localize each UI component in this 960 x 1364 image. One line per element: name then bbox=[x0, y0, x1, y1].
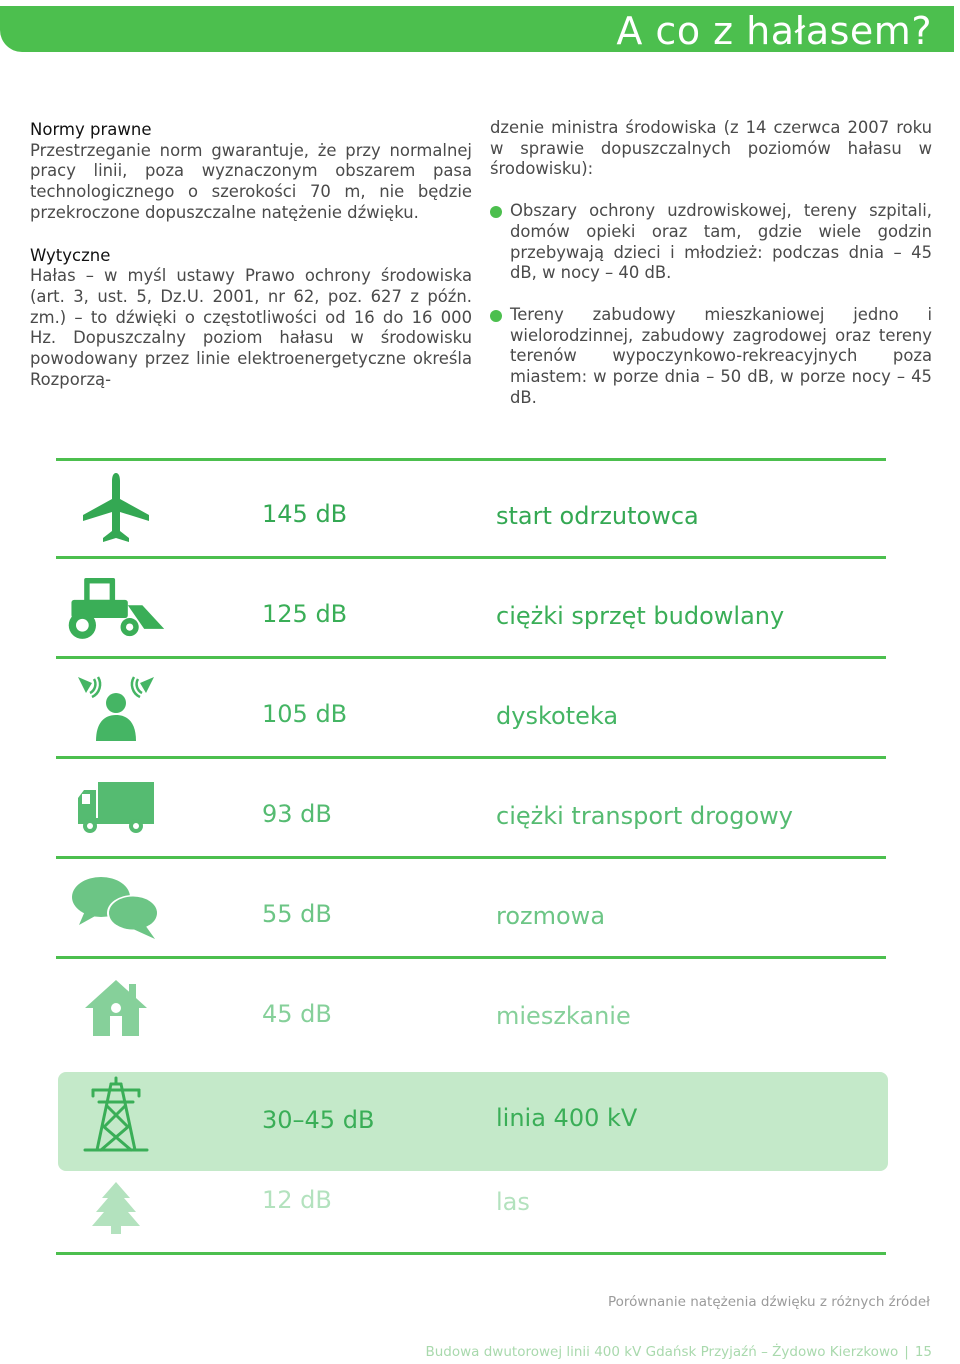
footer-separator: | bbox=[904, 1344, 909, 1360]
comparison-row bbox=[56, 858, 888, 958]
bullet-text: Tereny zabudowy mieszkaniowej jedno i wielorodzinnej, zabudowy zagrodowej oraz tereny terenów wypoczynkowo-rekreacyjnych poza miastem: w porze dnia – 50 dB, w porze nocy – 45 dB. bbox=[510, 304, 932, 407]
db-value: 125 dB bbox=[262, 600, 348, 628]
speech-bubbles-icon bbox=[66, 870, 166, 946]
power-pylon-icon bbox=[66, 1076, 166, 1152]
db-value: 145 dB bbox=[262, 500, 348, 528]
disco-speaker-icon bbox=[66, 670, 166, 746]
source-label: ciężki transport drogowy bbox=[496, 802, 793, 830]
bullet-text: Obszary ochrony uzdrowiskowej, tereny szpitali, domów opieki oraz tam, gdzie wiele godzin przebywają dzieci i młodzież: podczas dnia – 45 dB, w nocy – 40 dB. bbox=[510, 201, 932, 283]
house-icon bbox=[66, 970, 166, 1046]
truck-icon bbox=[66, 770, 166, 846]
source-label: las bbox=[496, 1188, 530, 1216]
heading-guidelines: Wytyczne bbox=[30, 245, 111, 265]
left-column bbox=[30, 118, 472, 390]
page-title: A co z hałasem? bbox=[616, 9, 932, 53]
source-label: rozmowa bbox=[496, 902, 606, 930]
divider bbox=[56, 1252, 886, 1255]
bullet-item bbox=[490, 201, 932, 284]
page-number: 15 bbox=[914, 1344, 932, 1360]
comparison-row bbox=[56, 458, 888, 558]
comparison-row-highlighted bbox=[56, 1058, 888, 1172]
paragraph-guidelines: Hałas – w myśl ustawy Prawo ochrony środowiska (art. 3, ust. 5, Dz.U. 2001, nr 62, poz. 627 z późn. zm.) – to dźwięki o częstotliwości od 16 do 16 000 Hz. Dopuszczalny poziom hałasu w środowisku powodowany przez linie elektroenergetyczne określa Rozporzą- bbox=[30, 266, 472, 389]
airplane-icon bbox=[66, 470, 166, 546]
page-footer bbox=[425, 1344, 932, 1360]
bullet-dot-icon bbox=[490, 206, 502, 218]
paragraph-regulation: dzenie ministra środowiska (z 14 czerwca 2007 roku w sprawie dopuszczalnych poziomów hałasu w środowisku): bbox=[490, 118, 932, 179]
source-label: ciężki sprzęt budowlany bbox=[496, 602, 785, 630]
right-column bbox=[490, 118, 932, 408]
comparison-row bbox=[56, 558, 888, 658]
bullet-dot-icon bbox=[490, 310, 502, 322]
comparison-row bbox=[56, 758, 888, 858]
db-value: 55 dB bbox=[262, 900, 332, 928]
comparison-row bbox=[56, 958, 888, 1058]
source-label: start odrzutowca bbox=[496, 502, 699, 530]
figure-caption: Porównanie natężenia dźwięku z różnych źródeł bbox=[607, 1294, 930, 1310]
paragraph-legal-norms: Przestrzeganie norm gwarantuje, że przy normalnej pracy linii, poza wyznaczonym obszarem pasa technologicznego o szerokości 70 m, nie będzie przekroczone dopuszczalne natężenie dźwięku. bbox=[30, 140, 472, 222]
header-bar bbox=[0, 6, 954, 52]
tree-icon bbox=[66, 1170, 166, 1246]
footer-project-title: Budowa dwutorowej linii 400 kV Gdańsk Przyjaźń – Żydowo Kierzkowo bbox=[425, 1344, 899, 1360]
source-label: linia 400 kV bbox=[496, 1104, 638, 1132]
comparison-row bbox=[56, 1172, 888, 1256]
db-value: 105 dB bbox=[262, 700, 348, 728]
heading-legal-norms: Normy prawne bbox=[30, 120, 152, 139]
db-value: 45 dB bbox=[262, 1000, 332, 1028]
source-label: mieszkanie bbox=[496, 1002, 631, 1030]
bullet-item bbox=[490, 305, 932, 409]
db-value: 30–45 dB bbox=[262, 1106, 375, 1134]
db-value: 12 dB bbox=[262, 1186, 332, 1214]
tractor-icon bbox=[66, 570, 166, 646]
db-value: 93 dB bbox=[262, 800, 332, 828]
comparison-row bbox=[56, 658, 888, 758]
noise-comparison-table bbox=[56, 458, 888, 1256]
source-label: dyskoteka bbox=[496, 702, 619, 730]
